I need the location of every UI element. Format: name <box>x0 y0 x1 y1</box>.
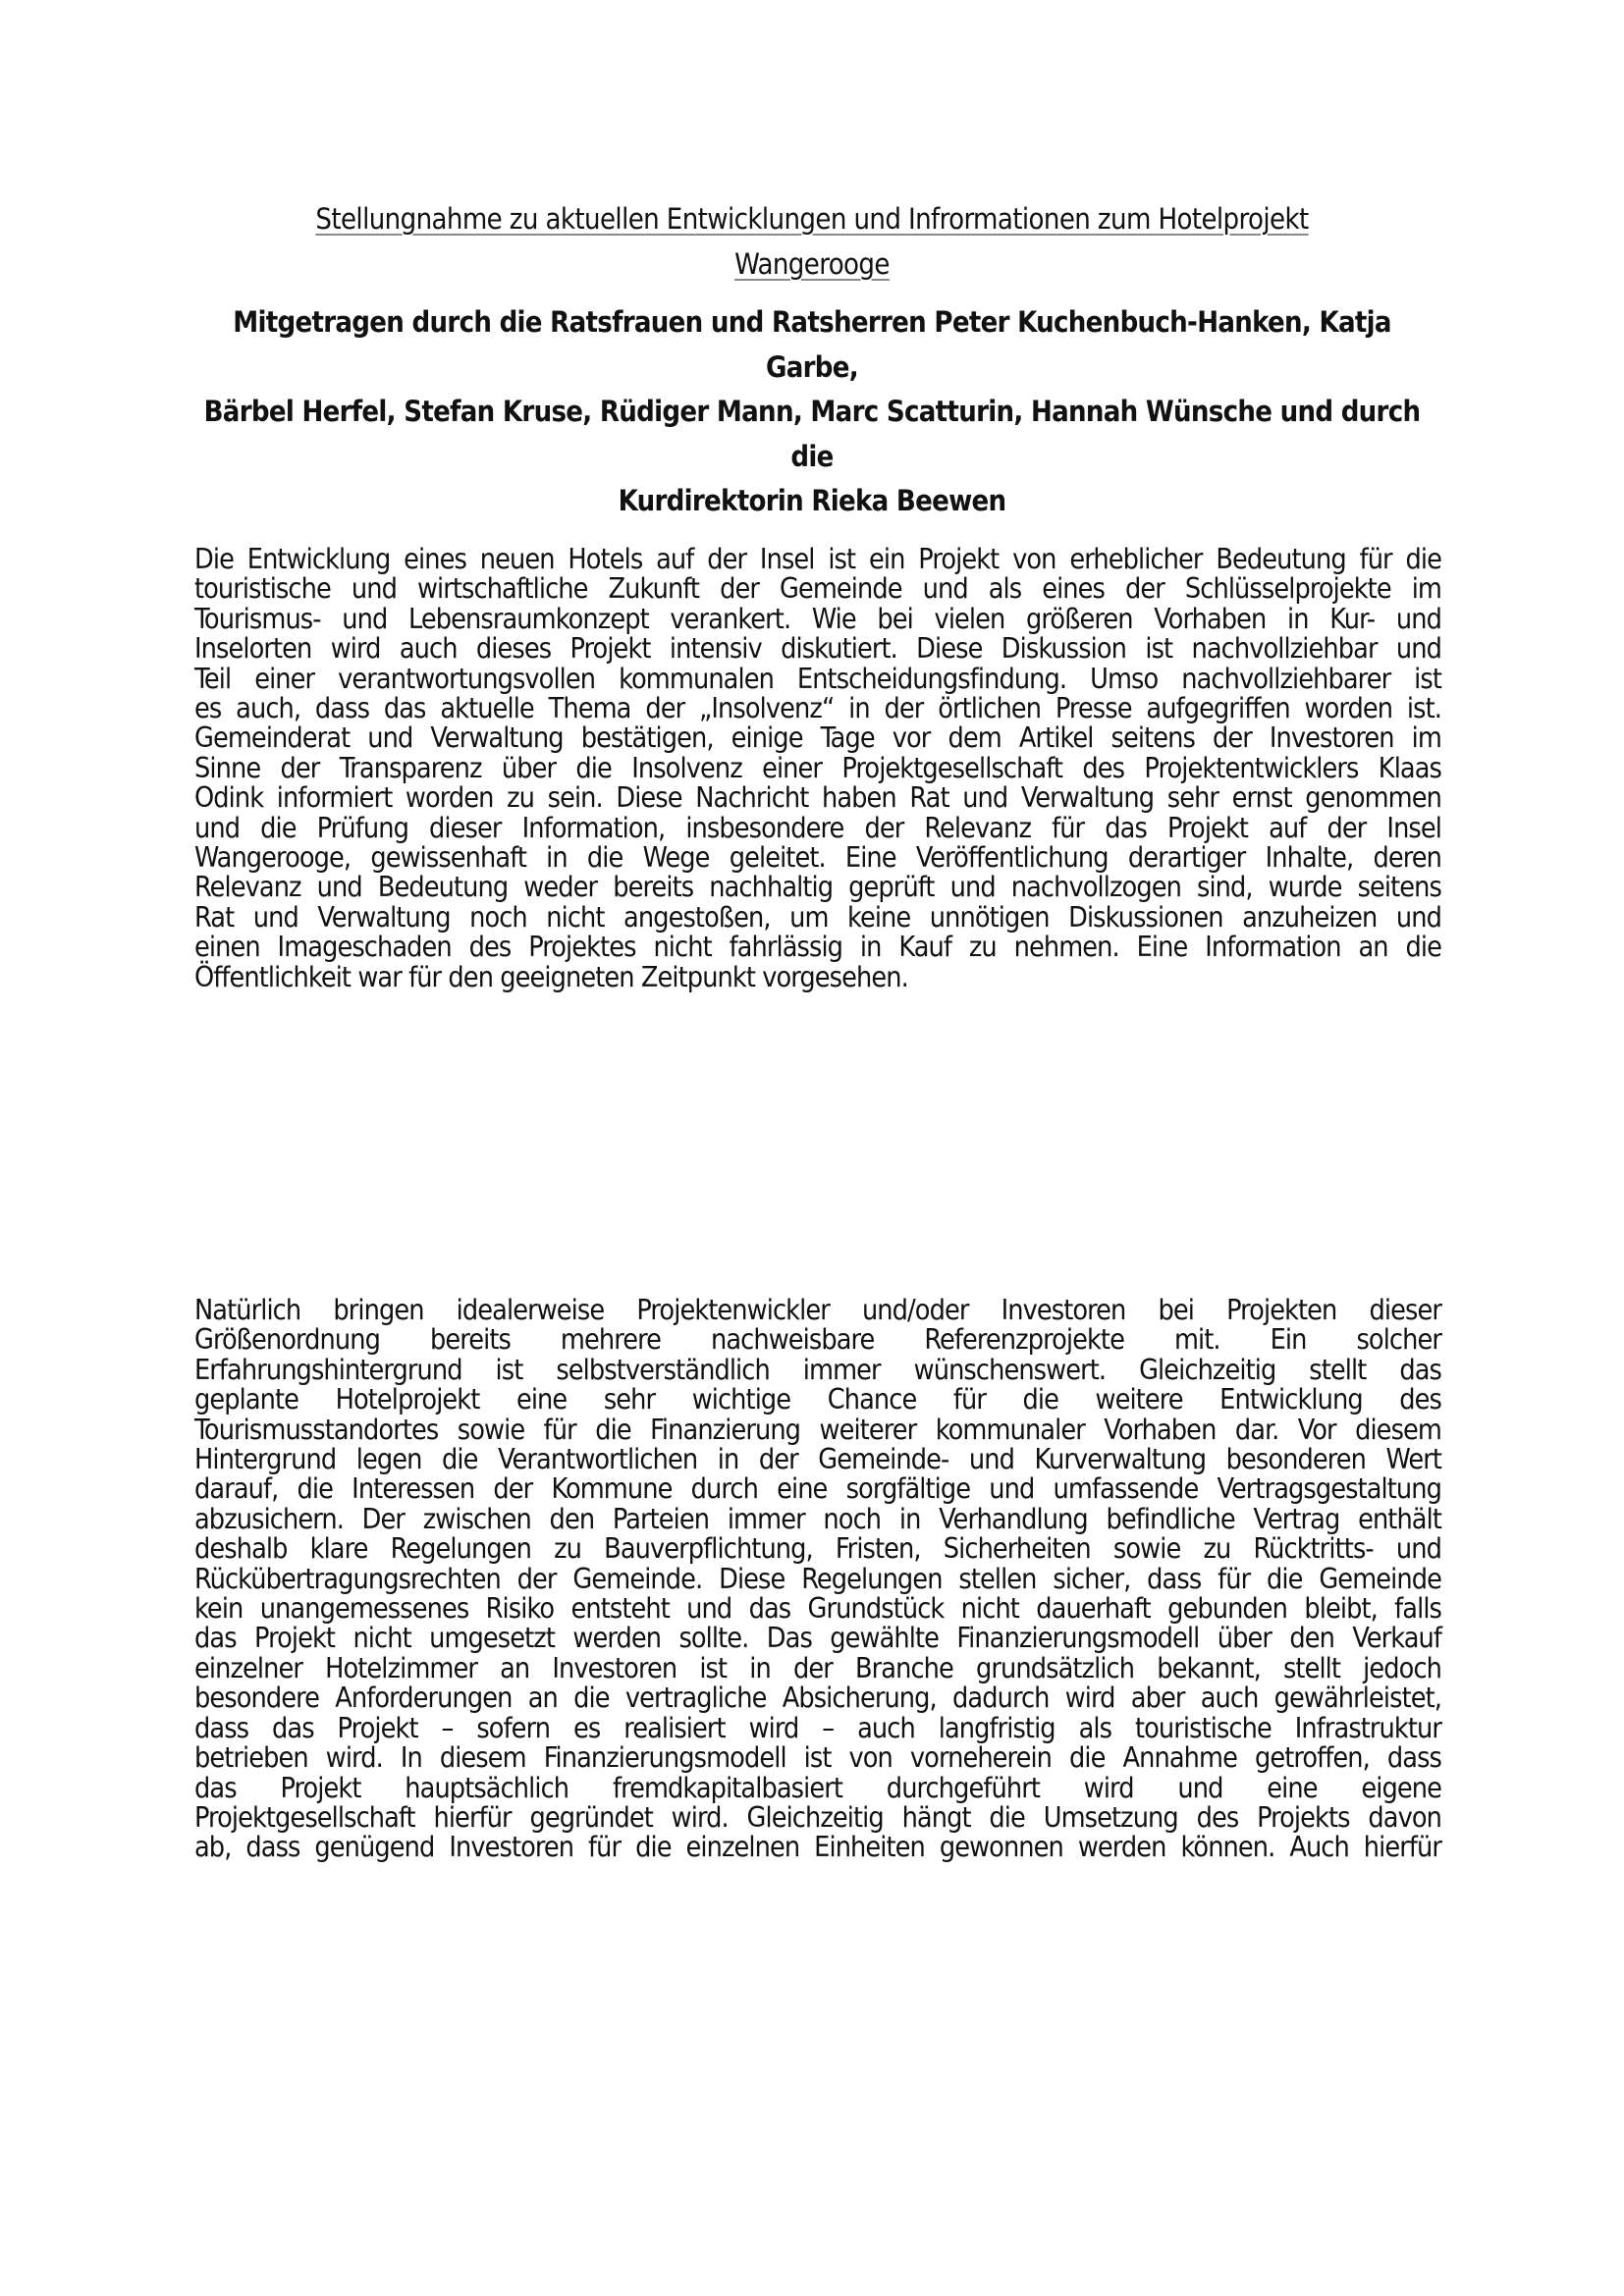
paragraph-line: darauf, die Interessen der Kommune durch eine sorgfältige und umfassende Vertragsgestaltung <box>194 1472 1441 1506</box>
paragraph-line: das Projekt hauptsächlich fremdkapitalbasiert durchgeführt wird und eine eigene <box>194 1771 1441 1804</box>
paragraph-line: Tourismus- und Lebensraumkonzept verankert. Wie bei vielen größeren Vorhaben in Kur- und <box>194 602 1441 635</box>
paragraph-line: es auch, dass das aktuelle Thema der „Insolvenz“ in der örtlichen Presse aufgegriffen worden ist. <box>194 692 1441 725</box>
paragraph-line: einzelner Hotelzimmer an Investoren ist in der Branche grundsätzlich bekannt, stellt jedoch <box>194 1651 1441 1684</box>
paragraph-line: Sinne der Transparenz über die Insolvenz einer Projektgesellschaft des Projektentwicklers Klaas <box>194 751 1441 784</box>
paragraph-1 <box>194 545 1441 992</box>
paragraph-line: Öffentlichkeit war für den geeigneten Zeitpunkt vorgesehen. <box>194 960 908 993</box>
paragraph-line: Wangerooge, gewissenhaft in die Wege geleitet. Eine Veröffentlichung derartiger Inhalte, deren <box>194 841 1441 875</box>
title-line-2: Wangerooge <box>734 247 890 281</box>
paragraph-line: Rückübertragungsrechten der Gemeinde. Diese Regelungen stellen sicher, dass für die Gemeinde <box>194 1562 1441 1595</box>
subtitle-line: Mitgetragen durch die Ratsfrauen und Ratsherren Peter Kuchenbuch-Hanken, Katja Garbe, <box>233 305 1391 384</box>
paragraph-line: Hintergrund legen die Verantwortlichen in der Gemeinde- und Kurverwaltung besonderen Wert <box>194 1443 1441 1476</box>
paragraph-line: betrieben wird. In diesem Finanzierungsmodell ist von vorneherein die Annahme getroffen, dass <box>194 1741 1441 1775</box>
paragraph-line: besondere Anforderungen an die vertragliche Absicherung, dadurch wird aber auch gewährleistet, <box>194 1682 1441 1715</box>
paragraph-line: Projektgesellschaft hierfür gegründet wird. Gleichzeitig hängt die Umsetzung des Projekts davon <box>194 1800 1441 1834</box>
paragraph-2 <box>194 1296 1441 1863</box>
paragraph-line: Inselorten wird auch dieses Projekt intensiv diskutiert. Diese Diskussion ist nachvollziehbar und <box>194 632 1441 666</box>
paragraph-line: deshalb klare Regelungen zu Bauverpflichtung, Fristen, Sicherheiten sowie zu Rücktritts- und <box>194 1532 1441 1566</box>
paragraph-line: abzusichern. Der zwischen den Parteien immer noch in Verhandlung befindliche Vertrag enthält <box>194 1502 1441 1535</box>
paragraph-line: Rat und Verwaltung noch nicht angestoßen, um keine unnötigen Diskussionen anzuheizen und <box>194 900 1441 934</box>
subtitle-line: Bärbel Herfel, Stefan Kruse, Rüdiger Mann, Marc Scatturin, Hannah Wünsche und durch die <box>203 395 1421 473</box>
subtitle-line: Kurdirektorin Rieka Beewen <box>618 484 1006 517</box>
paragraph-line: geplante Hotelprojekt eine sehr wichtige Chance für die weitere Entwicklung des <box>194 1383 1441 1416</box>
paragraph-line: Relevanz und Bedeutung weder bereits nachhaltig geprüft und nachvollzogen sind, wurde seitens <box>194 871 1441 904</box>
paragraph-line: Odink informiert worden zu sein. Diese Nachricht haben Rat und Verwaltung sehr ernst genommen <box>194 781 1441 815</box>
title-line-1: Stellungnahme zu aktuellen Entwicklungen und Infrormationen zum Hotelprojekt <box>315 202 1309 236</box>
paragraph-line: touristische und wirtschaftliche Zukunft der Gemeinde und als eines der Schlüsselprojekte im <box>194 572 1441 606</box>
paragraph-line: einen Imageschaden des Projektes nicht fahrlässig in Kauf zu nehmen. Eine Information an die <box>194 931 1441 964</box>
paragraph-line: das Projekt nicht umgesetzt werden sollte. Das gewählte Finanzierungsmodell über den Verkauf <box>194 1622 1441 1655</box>
paragraph-line: Die Entwicklung eines neuen Hotels auf der Insel ist ein Projekt von erheblicher Bedeutung für die <box>194 543 1441 575</box>
paragraph-line: Tourismusstandortes sowie für die Finanzierung weiterer kommunaler Vorhaben dar. Vor diesem <box>194 1413 1441 1446</box>
paragraph-line: kein unangemessenes Risiko entsteht und das Grundstück nicht dauerhaft gebunden bleibt, falls <box>194 1592 1441 1626</box>
paragraph-line: Erfahrungshintergrund ist selbstverständlich immer wünschenswert. Gleichzeitig stellt das <box>194 1353 1441 1386</box>
paragraph-line: Gemeinderat und Verwaltung bestätigen, einige Tage vor dem Artikel seitens der Investoren im <box>194 721 1441 755</box>
document-title <box>177 196 1447 287</box>
paragraph-line: Teil einer verantwortungsvollen kommunalen Entscheidungsfindung. Umso nachvollziehbarer ist <box>194 662 1441 695</box>
paragraph-line: ab, dass genügend Investoren für die einzelnen Einheiten gewonnen werden können. Auch hierfür <box>194 1831 1441 1864</box>
paragraph-line: Natürlich bringen idealerweise Projektenwickler und/oder Investoren bei Projekten dieser <box>194 1294 1441 1326</box>
supporters-statement <box>187 300 1437 524</box>
paragraph-line: Größenordnung bereits mehrere nachweisbare Referenzprojekte mit. Ein solcher <box>194 1323 1441 1357</box>
paragraph-line: dass das Projekt – sofern es realisiert wird – auch langfristig als touristische Infrastruktur <box>194 1711 1441 1744</box>
paragraph-line: und die Prüfung dieser Information, insbesondere der Relevanz für das Projekt auf der Insel <box>194 811 1441 844</box>
